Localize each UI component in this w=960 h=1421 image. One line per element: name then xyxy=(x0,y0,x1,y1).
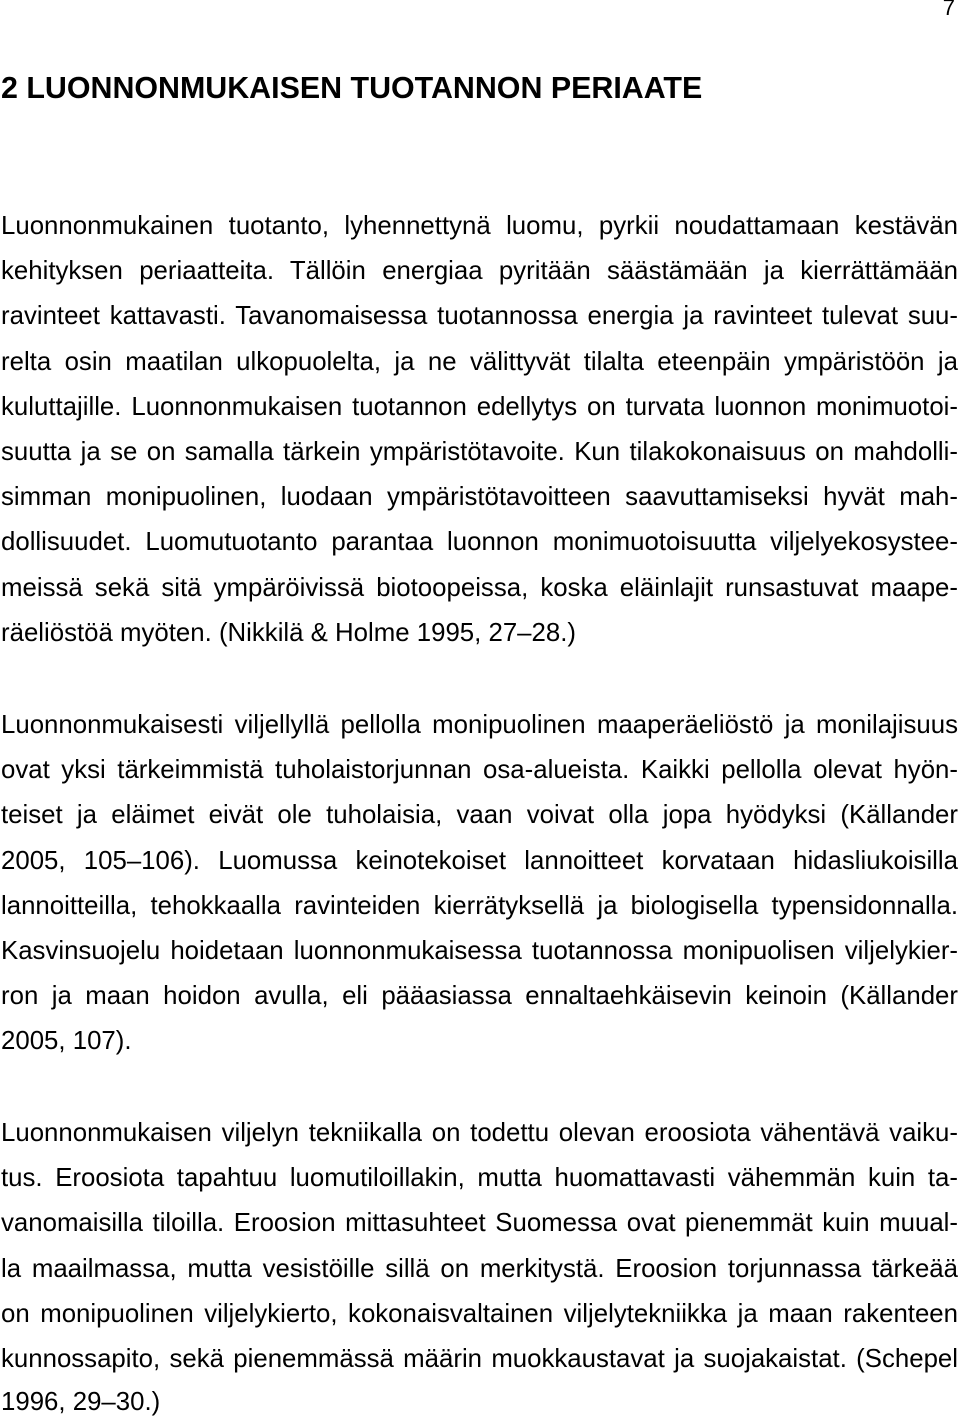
text-line: on monipuolinen viljelykierto, kokonaisvaltainen viljelytekniikka ja maan rakenteen xyxy=(1,1299,958,1328)
text-line: ron ja maan hoidon avulla, eli pääasiassa ennaltaehkäisevin keinoin (Källander xyxy=(1,982,958,1011)
text-line: vanomaisilla tiloilla. Eroosion mittasuhteet Suomessa ovat pienemmät kuin muual- xyxy=(1,1209,958,1238)
text-line: teiset ja eläimet eivät ole tuholaisia, vaan voivat olla jopa hyödyksi (Källander xyxy=(1,801,958,830)
text-line: Kasvinsuojelu hoidetaan luonnonmukaisessa tuotannossa monipuolisen viljelykier- xyxy=(1,937,958,966)
text-line: Luonnonmukainen tuotanto, lyhennettynä luomu, pyrkii noudattamaan kestävän xyxy=(1,212,958,240)
paragraph-2 xyxy=(1,703,958,1065)
text-line: suutta ja se on samalla tärkein ympäristötavoite. Kun tilakokonaisuus on mahdolli- xyxy=(1,438,958,467)
text-line: lannoitteilla, tehokkaalla ravinteiden kierrätyksellä ja biologisella typensidonnalla. xyxy=(1,891,958,920)
text-line: 1996, 29–30.) xyxy=(1,1388,161,1417)
text-line: ravinteet kattavasti. Tavanomaisessa tuotannossa energia ja ravinteet tulevat suu- xyxy=(1,302,958,331)
text-line: kunnossapito, sekä pienemmässä määrin muokkaustavat ja suojakaistat. (Schepel xyxy=(1,1345,958,1374)
text-line: dollisuudet. Luomutuotanto parantaa luonnon monimuotoisuutta viljelyekosystee- xyxy=(1,528,958,557)
text-line: tus. Eroosiota tapahtuu luomutiloillakin, mutta huomattavasti vähemmän kuin ta- xyxy=(1,1164,958,1193)
paragraph-3 xyxy=(1,1111,958,1418)
page-number: 7 xyxy=(942,0,955,20)
text-line: la maailmassa, mutta vesistöille sillä on merkitystä. Eroosion torjunnassa tärkeää xyxy=(1,1254,958,1283)
text-line: ovat yksi tärkeimmistä tuholaistorjunnan osa-alueista. Kaikki pellolla olevat hyön- xyxy=(1,756,958,785)
section-heading: 2 LUONNONMUKAISEN TUOTANNON PERIAATE xyxy=(1,71,703,105)
text-line: simman monipuolinen, luodaan ympäristötavoitteen saavuttamiseksi hyvät mah- xyxy=(1,483,958,512)
text-line: kuluttajille. Luonnonmukaisen tuotannon edellytys on turvata luonnon monimuotoi- xyxy=(1,392,958,421)
text-line: Luonnonmukaisesti viljellyllä pellolla monipuolinen maaperäeliöstö ja monilajisuus xyxy=(1,711,958,739)
paragraph-1 xyxy=(1,204,958,656)
text-line: Luonnonmukaisen viljelyn tekniikalla on todettu olevan eroosiota vähentävä vaiku- xyxy=(1,1119,958,1147)
text-line: 2005, 105–106). Luomussa keinotekoiset lannoitteet korvataan hidasliukoisilla xyxy=(1,846,958,875)
text-line: kehityksen periaatteita. Tällöin energiaa pyritään säästämään ja kierrättämään xyxy=(1,257,958,286)
text-line: meissä sekä sitä ympäröivissä biotoopeissa, koska eläinlajit runsastuvat maape- xyxy=(1,573,958,602)
text-line: räeliöstöä myöten. (Nikkilä & Holme 1995, 27–28.) xyxy=(1,618,576,647)
text-line: relta osin maatilan ulkopuolelta, ja ne välittyvät tilalta eteenpäin ympäristöön ja xyxy=(1,347,958,376)
text-line: 2005, 107). xyxy=(1,1027,132,1056)
